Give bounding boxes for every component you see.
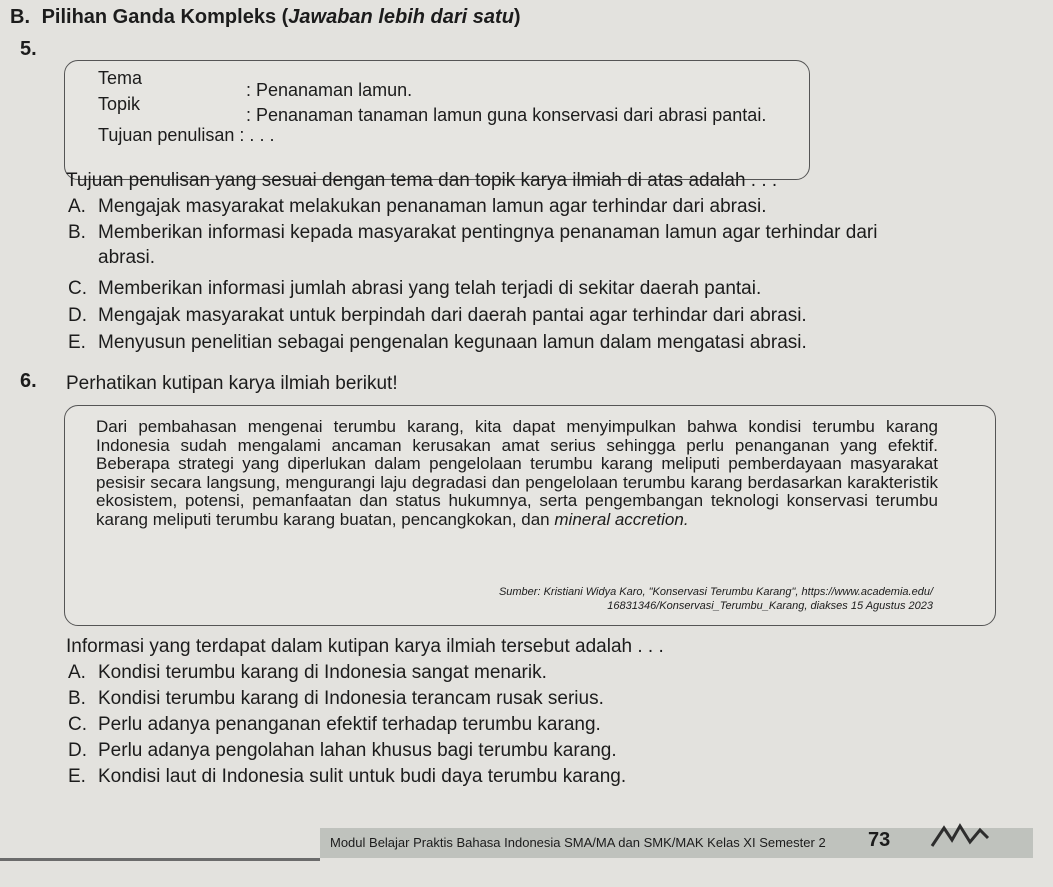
option-5a[interactable] [68,196,767,218]
question-6-intro: Perhatikan kutipan karya ilmiah berikut! [66,373,398,394]
option-text: Perlu adanya penanganan efektif terhadap terumbu karang. [98,714,601,735]
option-letter: E. [68,332,86,353]
meta-label-topik: Topik [98,94,141,114]
question-number-6: 6. [20,370,37,392]
section-title-text: Pilihan Ganda Kompleks ( [41,6,289,28]
option-5d[interactable] [68,305,807,327]
option-letter: B. [68,688,86,709]
option-6d[interactable] [68,740,617,762]
meta-label-tema: Tema [98,68,143,88]
excerpt-paragraph [96,418,938,530]
option-letter: D. [68,740,87,761]
page-number: 73 [868,829,891,851]
option-letter: D. [68,305,87,326]
option-letter: C. [68,714,87,735]
question-5-stem: Tujuan penulisan yang sesuai dengan tema dan topik karya ilmiah di atas adalah . . . [66,170,778,191]
option-text: Memberikan informasi kepada masyarakat pentingnya penanaman lamun agar terhindar dari [98,222,878,243]
section-letter: B. [10,6,30,28]
option-5b-continued: abrasi. [98,247,156,268]
option-text: Kondisi terumbu karang di Indonesia terancam rusak serius. [98,688,604,709]
option-5b[interactable] [68,222,877,244]
option-text: Mengajak masyarakat melakukan penanaman lamun agar terhindar dari abrasi. [98,196,767,217]
option-letter: C. [68,278,87,299]
question-number-5: 5. [20,38,37,60]
option-text: Kondisi laut di Indonesia sulit untuk budi daya terumbu karang. [98,766,627,787]
option-letter: E. [68,766,86,787]
meta-value-topik: : Penanaman tanaman lamun guna konservasi dari abrasi pantai. [246,105,767,125]
option-text: Perlu adanya pengolahan lahan khusus bagi terumbu karang. [98,740,617,761]
option-6e[interactable] [68,766,626,788]
question-6-stem: Informasi yang terdapat dalam kutipan karya ilmiah tersebut adalah . . . [66,636,664,657]
excerpt-text: Dari pembahasan mengenai terumbu karang, kita dapat menyimpulkan bahwa kondisi terumbu karang Indonesia sudah mengalami ancaman kerusakan amat serius sehingga perlu penanganan yang efektif. Beberapa strategi yang diperlukan dalam pengelolaan terumbu karang meliputi pemberdayaan masyarakat pesisir secara langsung, mengurangi laju degradasi dan pengelolaan terumbu karang berdasarkan karakteristik ekosistem, potensi, pemanfaatan dan status hukumnya, serta pengembangan teknologi konservasi terumbu karang meliputi terumbu karang buatan, pencangkokan, dan [96,417,938,529]
meta-label-tujuan: Tujuan penulisan : . . . [98,125,275,145]
meta-value-tema: : Penanaman lamun. [246,80,413,100]
section-title [10,6,521,29]
option-text: Mengajak masyarakat untuk berpindah dari daerah pantai agar terhindar dari abrasi. [98,305,807,326]
section-title-italic: Jawaban lebih dari satu [288,6,514,28]
option-letter: A. [68,662,86,683]
option-text: Menyusun penelitian sebagai pengenalan kegunaan lamun dalam mengatasi abrasi. [98,332,807,353]
footer-text: Modul Belajar Praktis Bahasa Indonesia SMA/MA dan SMK/MAK Kelas XI Semester 2 [330,835,826,850]
option-6b[interactable] [68,688,604,710]
option-6a[interactable] [68,662,547,684]
option-letter: B. [68,222,86,243]
option-letter: A. [68,196,86,217]
option-5c[interactable] [68,278,761,300]
option-6c[interactable] [68,714,601,736]
decorative-wave-icon [930,820,990,856]
footer-rule [0,858,320,861]
excerpt-italic-text: mineral accretion. [554,509,689,529]
excerpt-source: Sumber: Kristiani Widya Karo, "Konservasi Terumbu Karang", https://www.academia.edu/ 16831346/Konservasi_Terumbu_Karang, diakses 15 Agustus 2023 [498,586,933,612]
section-title-end: ) [513,6,521,28]
option-5e[interactable] [68,332,807,354]
option-text: Memberikan informasi jumlah abrasi yang telah terjadi di sekitar daerah pantai. [98,278,762,299]
option-text: Kondisi terumbu karang di Indonesia sangat menarik. [98,662,547,683]
